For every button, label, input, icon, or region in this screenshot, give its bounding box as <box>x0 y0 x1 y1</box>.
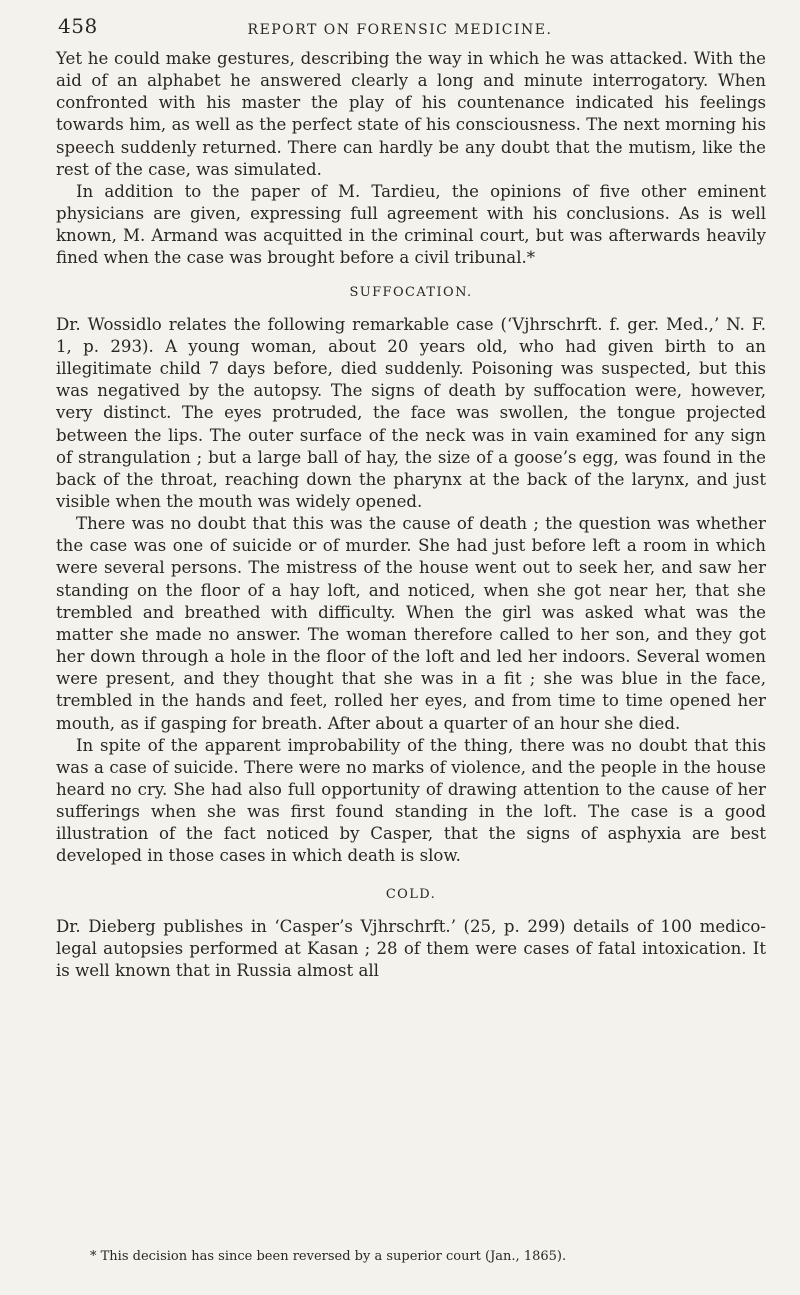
section-heading-suffocation: SUFFOCATION. <box>349 284 473 300</box>
body-text <box>56 48 766 982</box>
paragraph: In addition to the paper of M. Tardieu, the opinions of five other eminent physicians are given, expressing full agreement with his conclusions. As is well known, M. Armand was acquitted in the criminal court, but was afterwards heavily fined when the case was brought before a civil tribunal.* <box>56 181 766 268</box>
paragraph: Dr. Wossidlo relates the following remarkable case (‘Vjhrschrft. f. ger. Med.,’ N. F. 1, p. 293). A young woman, about 20 years old, who had given birth to an illegitimate child 7 days before, died suddenly. Poisoning was suspected, but this was negatived by the autopsy. The signs of death by suffocation were, however, very distinct. The eyes protruded, the face was swollen, the tongue projected between the lips. The outer surface of the neck was in vain examined for any sign of strangulation ; but a large ball of hay, the size of a goose’s egg, was found in the back of the throat, reaching down the pharynx at the back of the larynx, and just visible when the mouth was widely opened. <box>56 314 766 511</box>
paragraph: Dr. Dieberg publishes in ‘Casper’s Vjhrschrft.’ (25, p. 299) details of 100 medico-legal autopsies performed at Kasan ; 28 of them were cases of fatal intoxication. It is well known that in Russia almost all <box>56 916 766 981</box>
page-number: 458 <box>58 14 98 38</box>
footnote: * This decision has since been reversed by a superior court (Jan., 1865). <box>90 1249 567 1264</box>
paragraph: In spite of the apparent improbability of the thing, there was no doubt that this was a case of suicide. There were no marks of violence, and the people in the house heard no cry. She had also full opportunity of drawing attention to the cause of her sufferings when she was first found standing in the loft. The case is a good illustration of the fact noticed by Casper, that the signs of asphyxia are best developed in those cases in which death is slow. <box>56 735 766 866</box>
paragraph: Yet he could make gestures, describing the way in which he was attacked. With the aid of an alphabet he answered clearly a long and minute interrogatory. When confronted with his master the play of his countenance indicated his feelings towards him, as well as the perfect state of his consciousness. The next morning his speech suddenly returned. There can hardly be any doubt that the mutism, like the rest of the case, was simulated. <box>56 49 766 179</box>
paragraph: There was no doubt that this was the cause of death ; the question was whether the case was one of suicide or of murder. She had just before left a room in which were several persons. The mistress of the house went out to seek her, and saw her standing on the floor of a hay loft, and noticed, when she got near her, that she trembled and breathed with difficulty. When the girl was asked what was the matter she made no answer. The woman therefore called to her son, and they got her down through a hole in the floor of the loft and led her indoors. Several women were present, and they thought that she was in a fit ; she was blue in the face, trembled in the hands and feet, rolled her eyes, and from time to time opened her mouth, as if gasping for breath. After about a quarter of an hour she died. <box>56 514 766 733</box>
running-title: REPORT ON FORENSIC MEDICINE. <box>247 22 553 38</box>
section-heading-cold: COLD. <box>385 886 437 902</box>
